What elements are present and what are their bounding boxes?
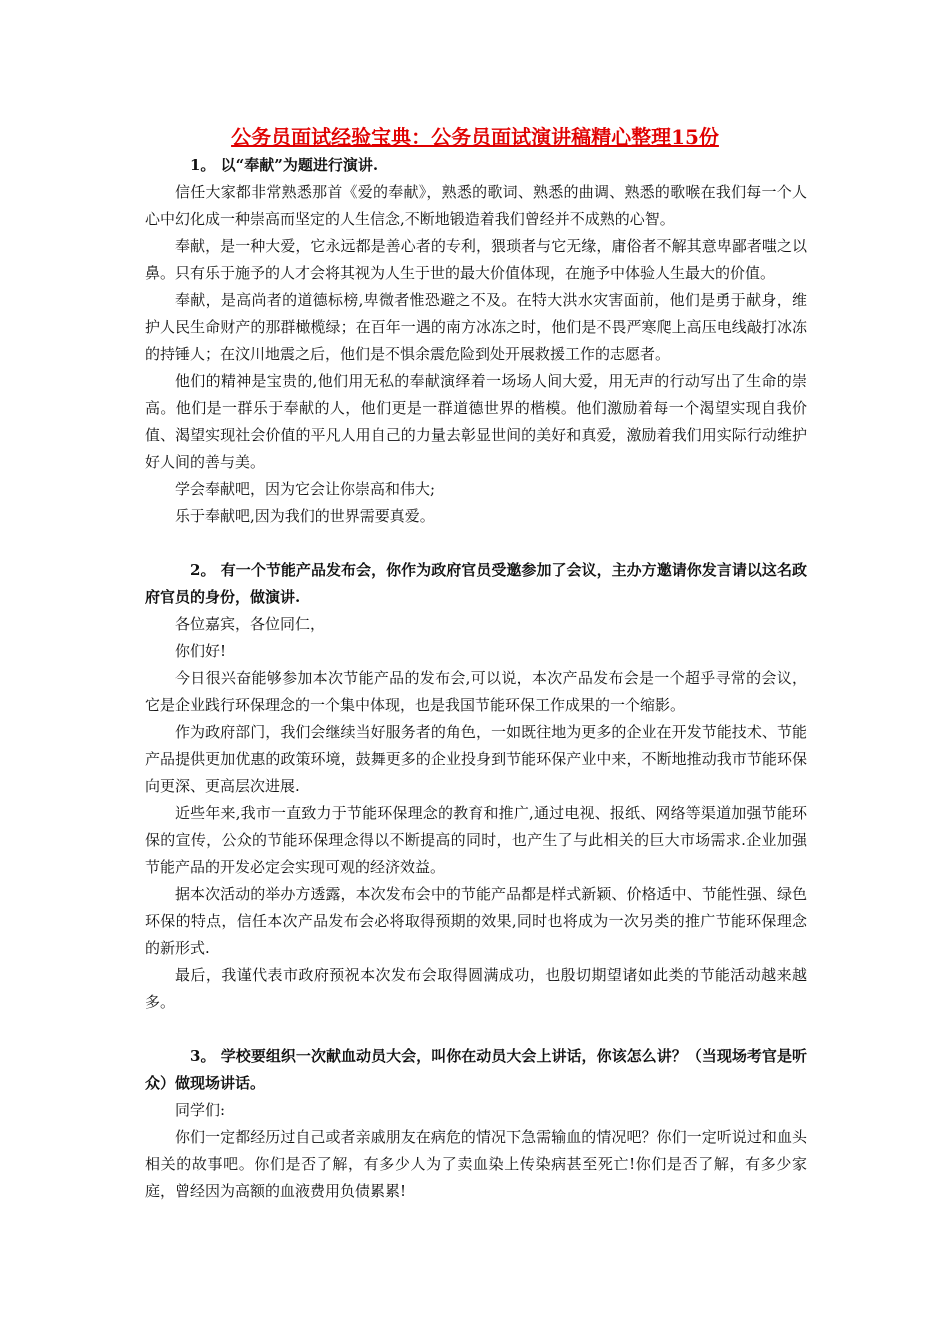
paragraph: 各位嘉宾，各位同仁， (175, 615, 326, 633)
paragraph: 同学们: (175, 1101, 226, 1119)
paragraph: 作为政府部门，我们会继续当好服务者的角色，一如既往地为更多的企业在开发节能技术、节能产品提供更加优惠的政策环境，鼓舞更多的企业投身到节能环保产业中来，不断地推动我市节能环保向更深、更高层次进展. (145, 723, 807, 795)
paragraph: 学会奉献吧，因为它会让你崇高和伟大; (175, 480, 436, 498)
paragraph: 乐于奉献吧,因为我们的世界需要真爱。 (175, 507, 435, 525)
section-spacer (145, 530, 807, 557)
paragraph: 据本次活动的举办方透露，本次发布会中的节能产品都是样式新颖、价格适中、节能性强、绿色环保的特点，信任本次产品发布会必将取得预期的效果,同时也将成为一次另类的推广节能环保理念的新形式. (145, 885, 807, 957)
section-heading: 3。 学校要组织一次献血动员大会，叫你在动员大会上讲话，你该怎么讲？（当现场考官是听众）做现场讲话。 (145, 1047, 807, 1092)
paragraph: 最后，我谨代表市政府预祝本次发布会取得圆满成功，也殷切期望诸如此类的节能活动越来越多。 (145, 966, 807, 1011)
paragraph: 他们的精神是宝贵的,他们用无私的奉献演绎着一场场人间大爱，用无声的行动写出了生命的崇高。他们是一群乐于奉献的人，他们更是一群道德世界的楷模。他们激励着每一个渴望实现自我价值、渴望实现社会价值的平凡人用自己的力量去彰显世间的美好和真爱，激励着我们用实际行动维护好人间的善与美。 (145, 372, 807, 471)
paragraph: 奉献，是一种大爱，它永远都是善心者的专利，猥琐者与它无缘，庸俗者不解其意卑鄙者嗤之以鼻。只有乐于施予的人才会将其视为人生于世的最大价值体现，在施予中体验人生最大的价值。 (145, 237, 807, 282)
paragraph: 近些年来,我市一直致力于节能环保理念的教育和推广,通过电视、报纸、网络等渠道加强节能环保的宣传，公众的节能环保理念得以不断提高的同时，也产生了与此相关的巨大市场需求.企业加强节能产品的开发必定会实现可观的经济效益。 (145, 804, 807, 876)
document-body (145, 152, 807, 1205)
paragraph: 今日很兴奋能够参加本次节能产品的发布会,可以说，本次产品发布会是一个超乎寻常的会议，它是企业践行环保理念的一个集中体现，也是我国节能环保工作成果的一个缩影。 (145, 669, 807, 714)
document-title: 公务员面试经验宝典：公务员面试演讲稿精心整理15份 (231, 125, 719, 149)
section-spacer (145, 1016, 807, 1043)
section-heading: 2。 有一个节能产品发布会，你作为政府官员受邀参加了会议，主办方邀请你发言请以这名政府官员的身份，做演讲. (145, 561, 807, 606)
paragraph: 信任大家都非常熟悉那首《爱的奉献》，熟悉的歌词、熟悉的曲调、熟悉的歌喉在我们每一个人心中幻化成一种崇高而坚定的人生信念,不断地锻造着我们曾经并不成熟的心智。 (145, 183, 807, 228)
paragraph: 你们一定都经历过自己或者亲戚朋友在病危的情况下急需输血的情况吧？你们一定听说过和血头相关的故事吧。你们是否了解，有多少人为了卖血染上传染病甚至死亡!你们是否了解，有多少家庭，曾经因为高额的血液费用负债累累! (145, 1128, 807, 1200)
section-heading: 1。 以“奉献”为题进行演讲. (190, 156, 379, 174)
paragraph: 奉献，是高尚者的道德标榜,卑微者惟恐避之不及。在特大洪水灾害面前，他们是勇于献身，维护人民生命财产的那群橄榄绿；在百年一遇的南方冰冻之时，他们是不畏严寒爬上高压电线敲打冰冻的持锤人；在汶川地震之后，他们是不惧余震危险到处开展救援工作的志愿者。 (145, 291, 807, 363)
paragraph: 你们好! (175, 642, 227, 660)
